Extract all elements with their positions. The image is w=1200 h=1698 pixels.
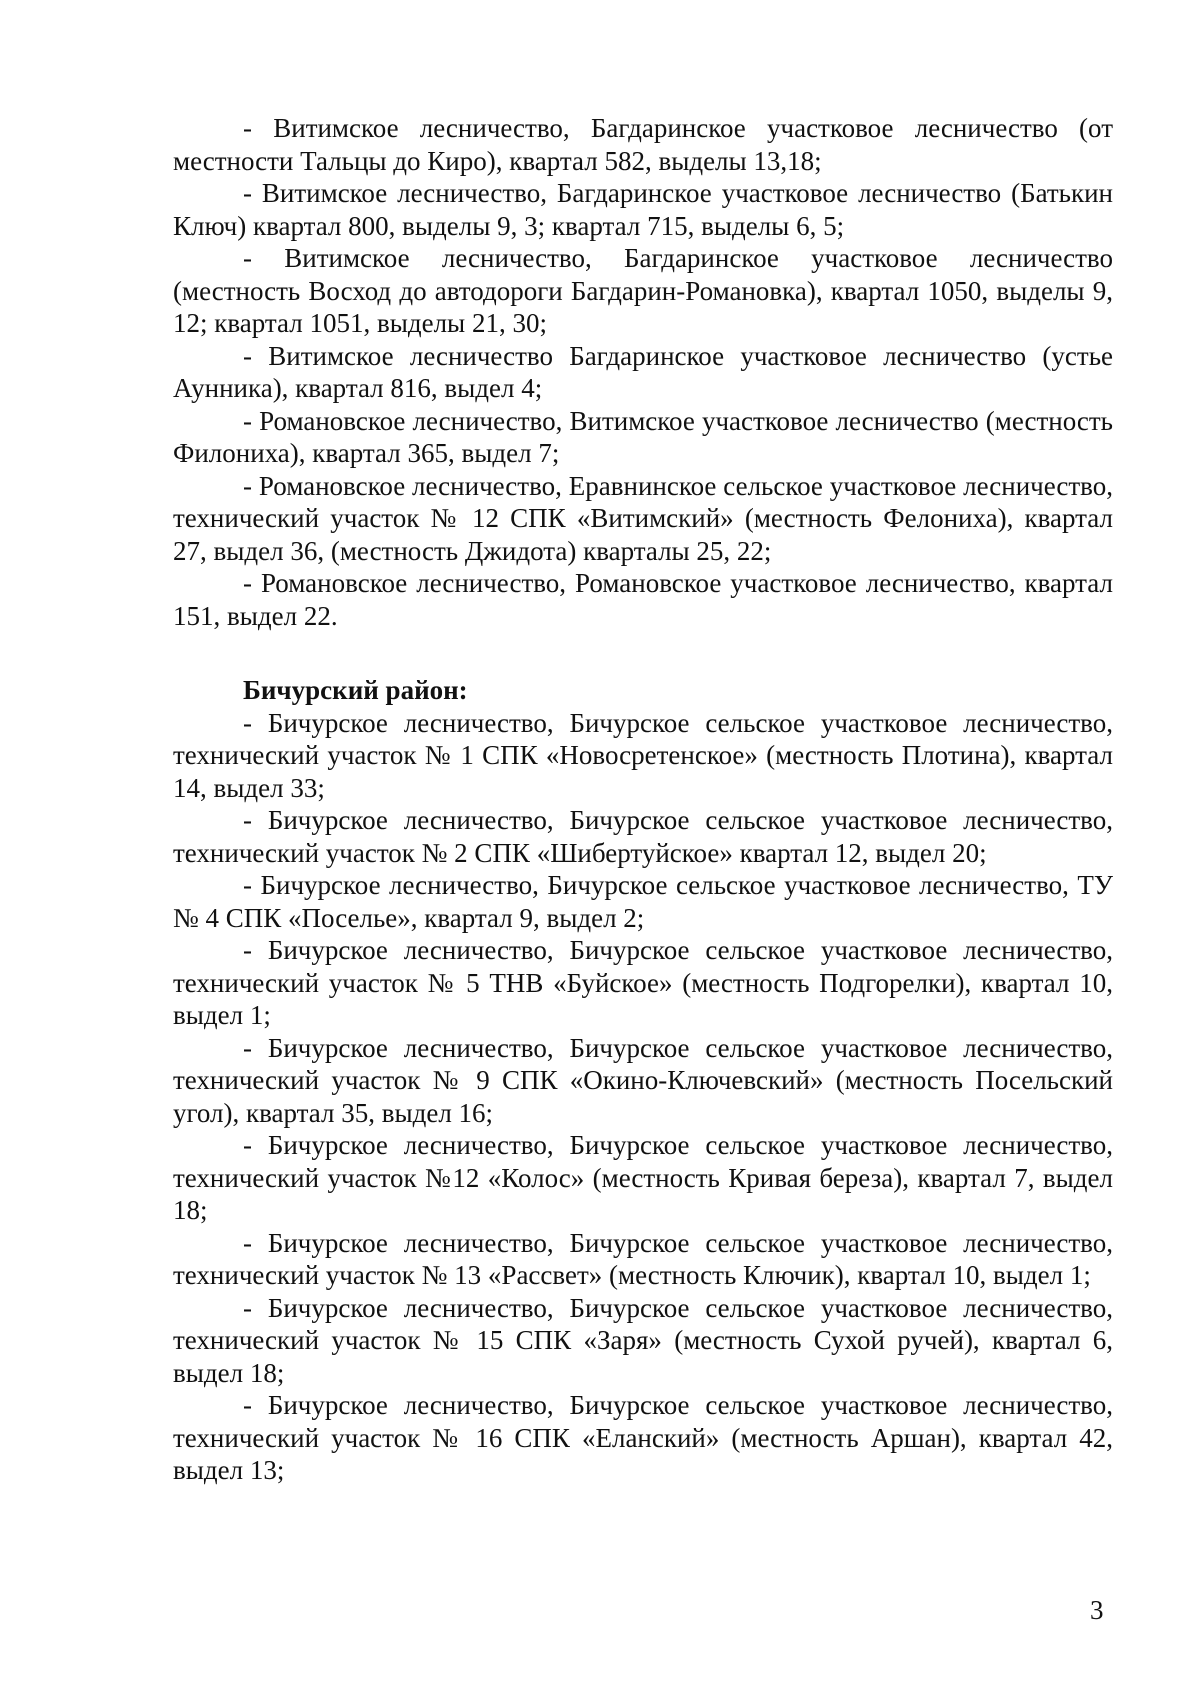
section-heading-bichura: Бичурский район: xyxy=(243,675,468,705)
document-body xyxy=(173,112,1113,1487)
forestry-item-bichura-9: - Бичурское лесничество, Бичурское сельское участковое лесничество, технический участок № 16 СПК «Еланский» (местность Аршан), квартал 42, выдел 13; xyxy=(173,1390,1113,1485)
forestry-item-vitim-3: - Витимское лесничество, Багдаринское участковое лесничество (местность Восход до автодороги Багдарин-Романовка), квартал 1050, выделы 9, 12; квартал 1051, выделы 21, 30; xyxy=(173,243,1113,338)
forestry-item-bichura-2: - Бичурское лесничество, Бичурское сельское участковое лесничество, технический участок № 2 СПК «Шибертуйское» квартал 12, выдел 20; xyxy=(173,805,1113,868)
forestry-item-vitim-1: - Витимское лесничество, Багдаринское участковое лесничество (от местности Тальцы до Киро), квартал 582, выделы 13,18; xyxy=(173,113,1113,176)
forestry-item-romanovka-2: - Романовское лесничество, Еравнинское сельское участковое лесничество, технический участок № 12 СПК «Витимский» (местность Фелониха), квартал 27, выдел 36, (местность Джидота) кварталы 25, 22; xyxy=(173,470,1113,566)
forestry-item-vitim-2: - Витимское лесничество, Багдаринское участковое лесничество (Батькин Ключ) квартал 800, выделы 9, 3; квартал 715, выделы 6, 5; xyxy=(173,178,1113,241)
forestry-item-vitim-4: - Витимское лесничество Багдаринское участковое лесничество (устье Аунника), квартал 816, выдел 4; xyxy=(173,340,1113,403)
forestry-item-bichura-5: - Бичурское лесничество, Бичурское сельское участковое лесничество, технический участок № 9 СПК «Окино-Ключевский» (местность Посельский угол), квартал 35, выдел 16; xyxy=(173,1032,1113,1128)
forestry-item-romanovka-1: - Романовское лесничество, Витимское участковое лесничество (местность Филониха), квартал 365, выдел 7; xyxy=(173,405,1113,468)
forestry-item-bichura-4: - Бичурское лесничество, Бичурское сельское участковое лесничество, технический участок № 5 ТНВ «Буйское» (местность Подгорелки), квартал 10, выдел 1; xyxy=(173,935,1113,1030)
forestry-item-bichura-3: - Бичурское лесничество, Бичурское сельское участковое лесничество, ТУ № 4 СПК «Поселье», квартал 9, выдел 2; xyxy=(173,870,1113,933)
page-number: 3 xyxy=(1090,1595,1104,1625)
forestry-item-romanovka-3: - Романовское лесничество, Романовское участковое лесничество, квартал 151, выдел 22. xyxy=(173,568,1113,631)
forestry-item-bichura-8: - Бичурское лесничество, Бичурское сельское участковое лесничество, технический участок № 15 СПК «Заря» (местность Сухой ручей), квартал 6, выдел 18; xyxy=(173,1292,1113,1388)
forestry-item-bichura-7: - Бичурское лесничество, Бичурское сельское участковое лесничество, технический участок № 13 «Рассвет» (местность Ключик), квартал 10, выдел 1; xyxy=(173,1227,1113,1290)
forestry-item-bichura-6: - Бичурское лесничество, Бичурское сельское участковое лесничество, технический участок №12 «Колос» (местность Кривая береза), квартал 7, выдел 18; xyxy=(173,1130,1113,1225)
forestry-item-bichura-1: - Бичурское лесничество, Бичурское сельское участковое лесничество, технический участок № 1 СПК «Новосретенское» (местность Плотина), квартал 14, выдел 33; xyxy=(173,707,1113,803)
